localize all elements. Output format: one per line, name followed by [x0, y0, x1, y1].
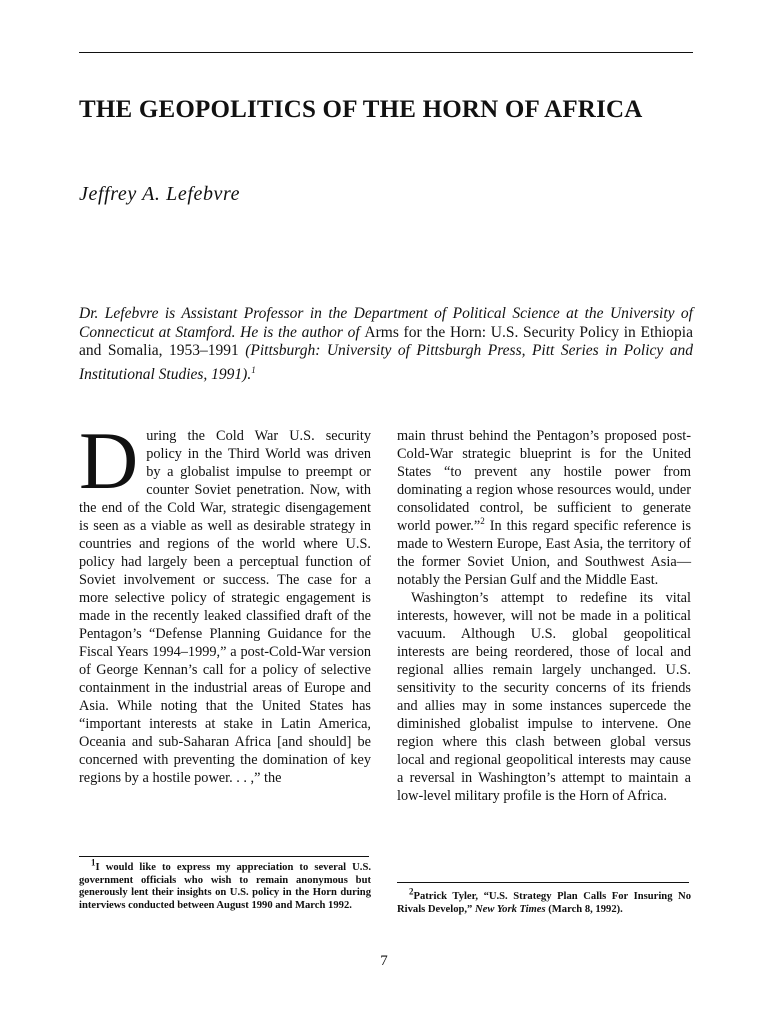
- bio-note-mark: 1: [251, 364, 256, 375]
- intro-paragraph: [79, 415, 371, 787]
- author-name: Jeffrey A. Lefebvre: [79, 183, 241, 205]
- footnote-2-text-b: (March 8, 1992).: [545, 903, 623, 915]
- left-column: [79, 415, 371, 787]
- footnote-ref-2: 2: [480, 516, 485, 527]
- page-number: 7: [380, 953, 388, 969]
- footnote-2: [397, 886, 691, 916]
- right-column: [397, 427, 691, 805]
- footnote-1: [79, 857, 371, 912]
- left-column-text: uring the Cold War U.S. security policy in the Third World was driven by a globalist impulse to preempt or counter Soviet penetration. Now, with the end of the Cold War, strategic disengagement is seen as a viable as well as desirable strategy in countries and regions of the world where U.S. policy had largely been a perceptual function of Soviet involvement or success. The case for a more selective policy of strategic engagement is made in the recently leaked classified draft of the Pentagon’s “Defense Planning Guidance for the Fiscal Years 1994–1999,” a post-Cold-War version of George Kennan’s call for a policy of selective containment in the industrial areas of Europe and Asia. While noting that the United States has “important interests at stake in Latin America, Oceania and sub-Saharan Africa [and should] be concerned with preventing the domination of key regions by a hostile power. . . ,” the: [79, 428, 371, 786]
- drop-cap: D: [79, 415, 139, 506]
- footnote-1-text: I would like to express my appreciation to several U.S. government officials who wish to remain anonymous but generously lent their insights on U.S. policy in the Horn during interviews conducted between August 1990 and March 1992.: [79, 862, 371, 911]
- right-paragraph-1: [397, 427, 691, 589]
- article-title: THE GEOPOLITICS OF THE HORN OF AFRICA: [79, 96, 643, 123]
- book-title: Arms for the Horn: U.S. Security Policy in Ethiopia and Somalia, 1953–1991: [79, 323, 693, 359]
- right-text-1: main thrust behind the Pentagon’s proposed post-Cold-War strategic blueprint is for the United States “to prevent any hostile power from dominating a region whose resources would, under consolidated control, be sufficient to generate world power.”: [397, 428, 691, 534]
- footnote-2-source: New York Times: [474, 903, 546, 915]
- bio-text-2: (Pittsburgh: University of Pittsburgh Press, Pitt Series in Policy and Institutional Studies, 1991).: [79, 342, 693, 383]
- footnote-1-mark: 1: [91, 857, 96, 868]
- right-text-1b: In this regard specific reference is made to Western Europe, East Asia, the territory of the former Soviet Union, and Southwest Asia—notably the Persian Gulf and the Middle East.: [397, 518, 692, 588]
- author-bio: [79, 305, 693, 384]
- footnote-2-text-a: Patrick Tyler, “U.S. Strategy Plan Calls For Insuring No Rivals Develop,”: [397, 891, 691, 915]
- footnote-rule-left: [79, 856, 369, 857]
- footnote-2-mark: 2: [409, 886, 414, 897]
- bio-text-1: Dr. Lefebvre is Assistant Professor in the Department of Political Science at the University of Connecticut at Stamford. He is the author of: [79, 305, 693, 341]
- right-paragraph-2: Washington’s attempt to redefine its vital interests, however, will not be made in a political vacuum. Although U.S. global geopolitical interests are being reordered, those of local and regional allies remain largely unchanged. U.S. sensitivity to the security concerns of its friends and allies may in some instances supercede the diminished globalist impulse to intervene. One region where this clash between global versus local and regional geopolitical interests may cause a reversal in Washington’s attempt to maintain a low-level military profile is the Horn of Africa.: [397, 590, 691, 804]
- top-rule: [79, 52, 693, 53]
- footnote-rule-right: [397, 882, 689, 883]
